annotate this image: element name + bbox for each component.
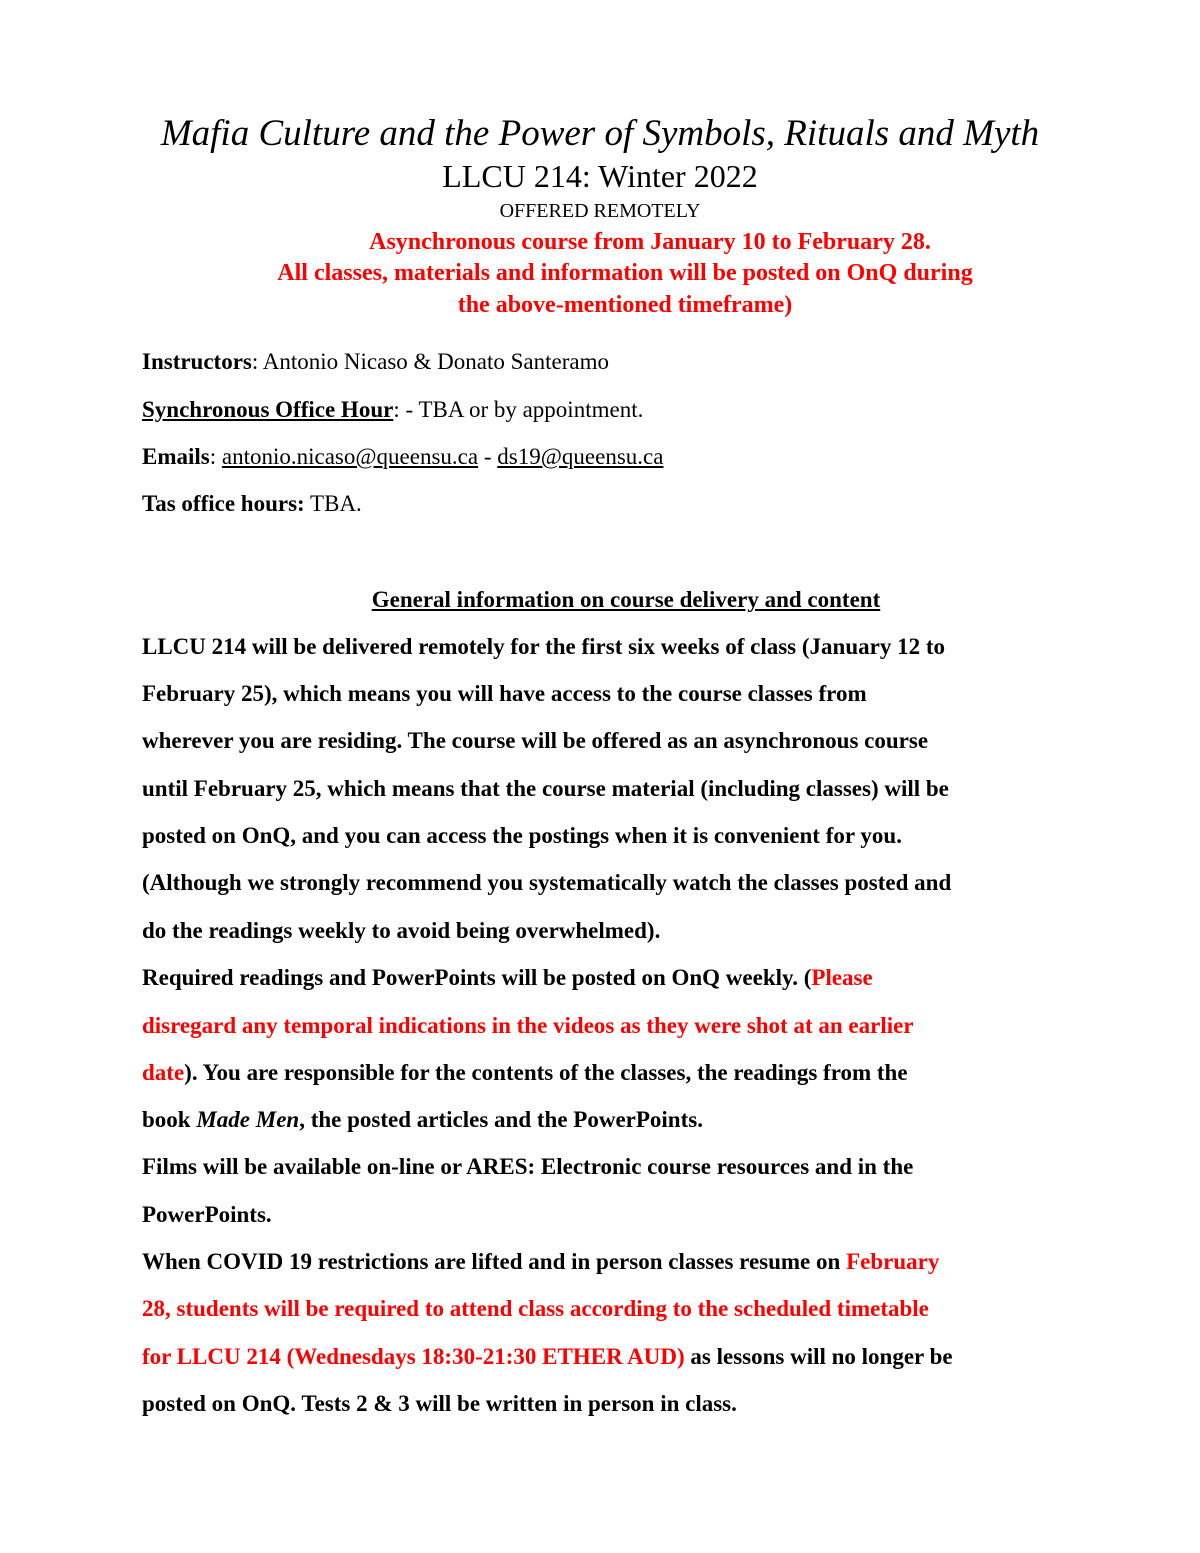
- readings-red-text: Please: [811, 965, 873, 990]
- emails-line: [142, 443, 663, 471]
- paragraph-line: wherever you are residing. The course will be offered as an asynchronous course: [142, 728, 929, 753]
- paragraph-line: PowerPoints.: [142, 1202, 272, 1227]
- instructors-value: : Antonio Nicaso & Donato Santeramo: [251, 349, 609, 374]
- emails-colon: :: [209, 444, 222, 469]
- notice-line-1: Asynchronous course from January 10 to February 28.: [369, 229, 931, 255]
- office-hour-value: : - TBA or by appointment.: [393, 397, 644, 422]
- email-link-santeramo[interactable]: ds19@queensu.ca: [497, 444, 664, 469]
- covid-text: as lessons will no longer be: [684, 1344, 953, 1369]
- tas-label: Tas office hours:: [142, 491, 305, 516]
- readings-text: Required readings and PowerPoints will be posted on OnQ weekly. (: [142, 965, 812, 990]
- readings-red-text: date: [142, 1060, 185, 1085]
- readings-text: book: [142, 1107, 197, 1132]
- paragraph-line: [142, 1106, 703, 1134]
- paragraph-line: until February 25, which means that the course material (including classes) will be: [142, 776, 949, 801]
- notice-line-3: the above-mentioned timeframe): [457, 292, 793, 318]
- paragraph-line: [142, 1059, 908, 1087]
- paragraph-line: [142, 1343, 953, 1371]
- course-code-term: LLCU 214: Winter 2022: [442, 158, 758, 194]
- paragraph-line: (Although we strongly recommend you systematically watch the classes posted and: [142, 870, 952, 895]
- notice-line-2: All classes, materials and information will be posted on OnQ during: [277, 260, 973, 286]
- general-info-heading: General information on course delivery and content: [371, 587, 881, 612]
- emails-label: Emails: [142, 444, 210, 469]
- document-title: Mafia Culture and the Power of Symbols, Rituals and Myth: [160, 113, 1040, 154]
- readings-text: ). You are responsible for the contents of the classes, the readings from the: [184, 1060, 908, 1085]
- email-link-nicaso[interactable]: antonio.nicaso@queensu.ca: [221, 444, 479, 469]
- tas-office-hours-line: [142, 490, 362, 518]
- readings-text: , the posted articles and the PowerPoints.: [299, 1107, 703, 1132]
- paragraph-line: February 25), which means you will have access to the course classes from: [142, 681, 867, 706]
- offered-remotely-label: OFFERED REMOTELY: [499, 200, 701, 222]
- covid-text: When COVID 19 restrictions are lifted and in person classes resume on: [142, 1249, 847, 1274]
- paragraph-line-red: disregard any temporal indications in the videos as they were shot at an earlier: [142, 1013, 914, 1038]
- paragraph-line: [142, 1248, 939, 1276]
- office-hour-line: [142, 396, 643, 424]
- book-title: Made Men: [196, 1107, 300, 1132]
- paragraph-line: LLCU 214 will be delivered remotely for the first six weeks of class (January 12 to: [142, 634, 945, 659]
- instructors-line: [142, 348, 609, 376]
- paragraph-line: [142, 964, 873, 992]
- paragraph-line: posted on OnQ. Tests 2 & 3 will be written in person in class.: [142, 1391, 737, 1416]
- office-hour-label: Synchronous Office Hour: [142, 397, 394, 422]
- instructors-label: Instructors: [142, 349, 252, 374]
- paragraph-line-red: 28, students will be required to attend class according to the scheduled timetable: [142, 1296, 929, 1321]
- email-separator: -: [478, 444, 498, 469]
- paragraph-line: Films will be available on-line or ARES: Electronic course resources and in the: [142, 1154, 914, 1179]
- tas-value: TBA.: [304, 491, 362, 516]
- covid-red-text: February: [846, 1249, 940, 1274]
- paragraph-line: posted on OnQ, and you can access the postings when it is convenient for you.: [142, 823, 902, 848]
- covid-red-text: for LLCU 214 (Wednesdays 18:30-21:30 ETHER AUD): [142, 1344, 685, 1369]
- paragraph-line: do the readings weekly to avoid being overwhelmed).: [142, 918, 661, 943]
